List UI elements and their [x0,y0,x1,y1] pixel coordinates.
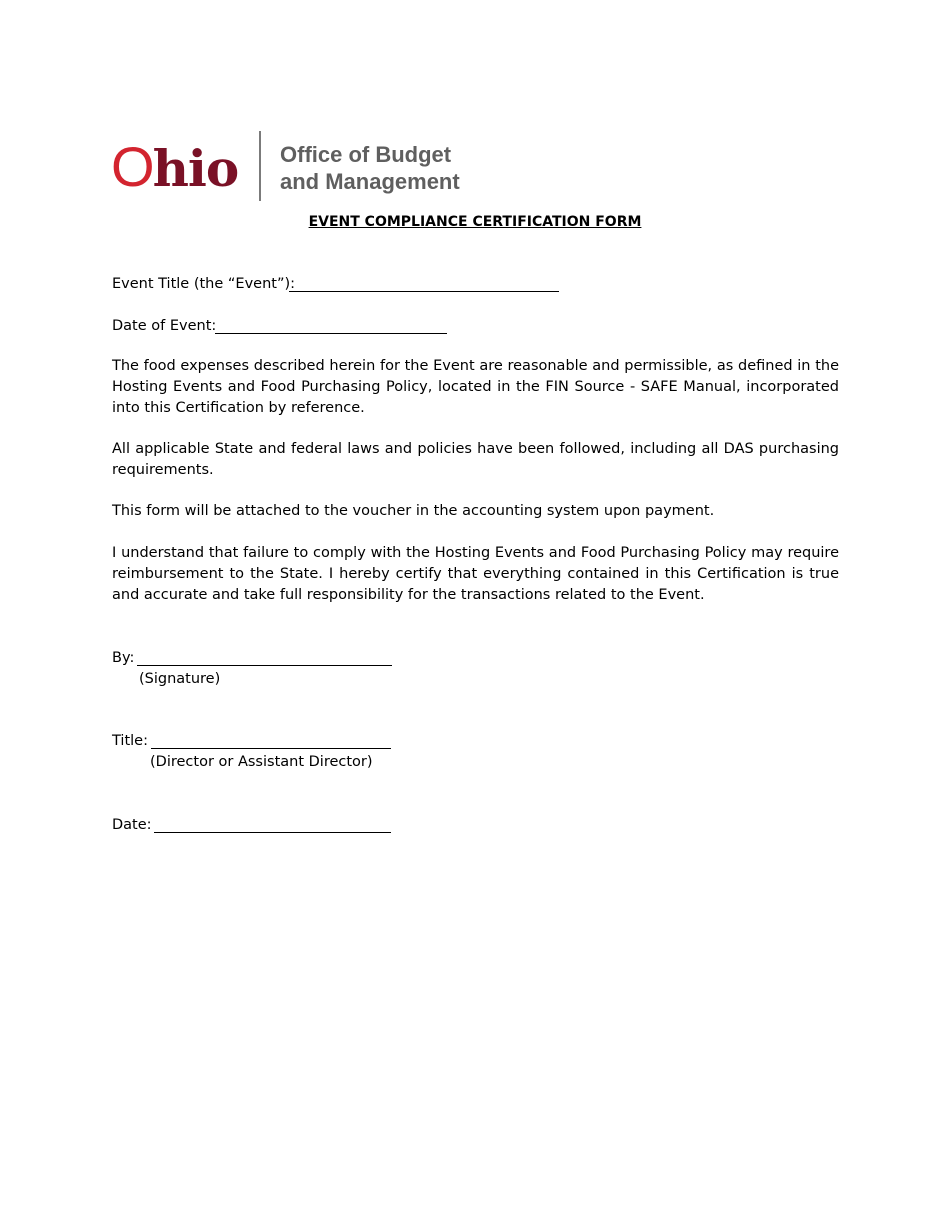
event-date-label: Date of Event: [112,318,217,334]
event-title-blank-line[interactable] [289,291,559,292]
ohio-wordmark-rest: hio [152,139,239,198]
agency-name [280,141,460,195]
by-label: By: [112,650,135,666]
signature-blank-line[interactable] [137,665,392,666]
paragraph-voucher: This form will be attached to the voucher in the accounting system upon payment. [112,503,715,519]
event-date-blank-line[interactable] [215,333,447,334]
date-label: Date: [112,817,152,833]
paragraph-food-expenses: The food expenses described herein for the Event are reasonable and permissible, as defined in the Hosting Events and Food Purchasing Policy, located in the FIN Source - SAFE Manual, incorporated into this Certification by reference. [112,358,839,416]
date-blank-line[interactable] [154,832,391,833]
paragraph-laws-policies: All applicable State and federal laws and policies have been followed, including all DAS purchasing requirements. [112,441,839,478]
agency-name-line-1: Office of Budget [280,142,452,167]
paragraph-certification: I understand that failure to comply with the Hosting Events and Food Purchasing Policy may require reimbursement to the State. I hereby certify that everything contained in this Certification is true and accurate and take full responsibility for the transactions related to the Event. [112,545,839,603]
agency-name-line-2: and Management [280,169,460,194]
signature-caption: (Signature) [139,671,221,687]
ohio-wordmark-o: O [111,135,153,198]
logo-divider [259,131,261,201]
ohio-obm-logo [111,131,491,203]
title-label: Title: [112,733,148,749]
title-blank-line[interactable] [151,748,391,749]
title-caption: (Director or Assistant Director) [150,754,373,770]
ohio-wordmark [111,137,238,199]
form-title: EVENT COMPLIANCE CERTIFICATION FORM [308,214,642,230]
event-title-label: Event Title (the “Event”): [112,276,295,292]
